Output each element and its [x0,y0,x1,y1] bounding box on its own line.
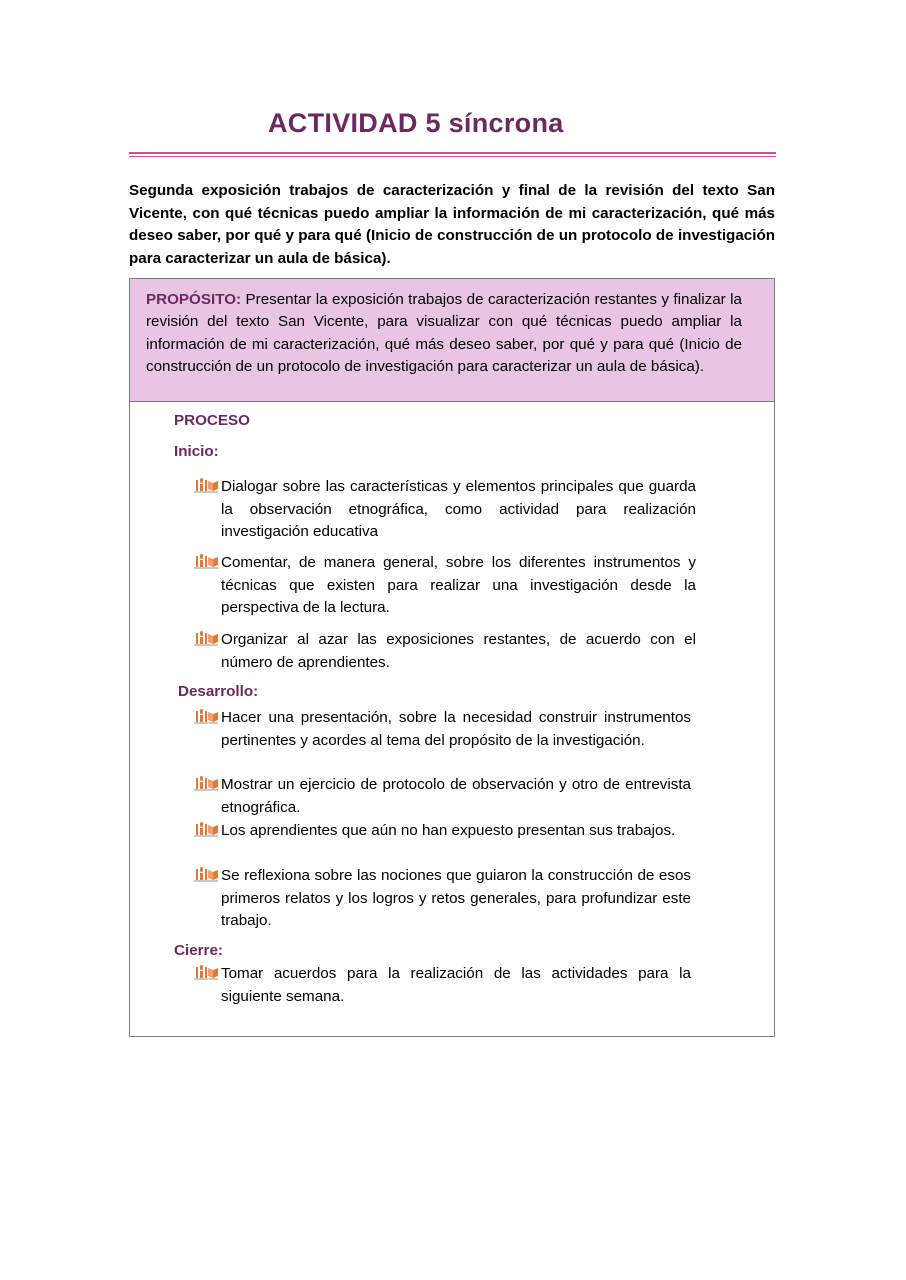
inicio-heading: Inicio: [174,443,219,460]
title-rule-thin [129,156,776,157]
list-item [194,707,691,752]
list-item [194,774,691,819]
book-reader-icon [194,554,218,570]
list-item-text: Mostrar un ejercicio de protocolo de observación y otro de entrevista etnográfica. [221,776,691,816]
purpose-label: PROPÓSITO: [146,291,242,308]
list-item [194,476,696,544]
purpose-section [130,279,774,402]
activity-box [129,278,775,1037]
book-reader-icon [194,822,218,838]
list-item [194,963,691,1008]
list-item-text: Hacer una presentación, sobre la necesidad construir instrumentos pertinentes y acordes al tema del propósito de la investigación. [221,709,691,749]
desarrollo-heading: Desarrollo: [178,683,259,700]
book-reader-icon [194,776,218,792]
book-reader-icon [194,478,218,494]
list-item-text: Comentar, de manera general, sobre los diferentes instrumentos y técnicas que existen para realizar una investigación desde la perspectiva de la lectura. [221,554,696,616]
intro-paragraph: Segunda exposición trabajos de caracterización y final de la revisión del texto San Vicente, con qué técnicas puedo ampliar la información de mi caracterización, qué más deseo saber, por qué y para qué (Inicio de construcción de un protocolo de investigación para caracterizar un aula de básica). [129,182,775,267]
title-rule [129,152,776,154]
list-item [194,629,696,674]
list-item-text: Dialogar sobre las características y elementos principales que guarda la observación etnográfica, como actividad para realización investigación educativa [221,478,696,540]
list-item [194,865,691,933]
list-item-text: Organizar al azar las exposiciones restantes, de acuerdo con el número de aprendientes. [221,631,696,671]
purpose-text: Presentar la exposición trabajos de caracterización restantes y finalizar la revisión del texto San Vicente, para visualizar con qué técnicas puedo ampliar la información de mi caracterización, qué más deseo saber, por qué y para qué (Inicio de construcción de un protocolo de investigación para caracterizar un aula de básica). [146,291,742,375]
list-item [194,552,696,620]
purpose-paragraph [146,289,742,378]
process-heading: PROCESO [174,412,250,429]
list-item [194,820,691,843]
book-reader-icon [194,709,218,725]
book-reader-icon [194,965,218,981]
page-title: ACTIVIDAD 5 síncrona [268,108,564,138]
cierre-heading: Cierre: [174,942,223,959]
book-reader-icon [194,867,218,883]
list-item-text: Tomar acuerdos para la realización de las actividades para la siguiente semana. [221,965,691,1005]
list-item-text: Los aprendientes que aún no han expuesto presentan sus trabajos. [221,822,676,839]
list-item-text: Se reflexiona sobre las nociones que guiaron la construcción de esos primeros relatos y los logros y retos generales, para profundizar este trabajo. [221,867,691,929]
book-reader-icon [194,631,218,647]
